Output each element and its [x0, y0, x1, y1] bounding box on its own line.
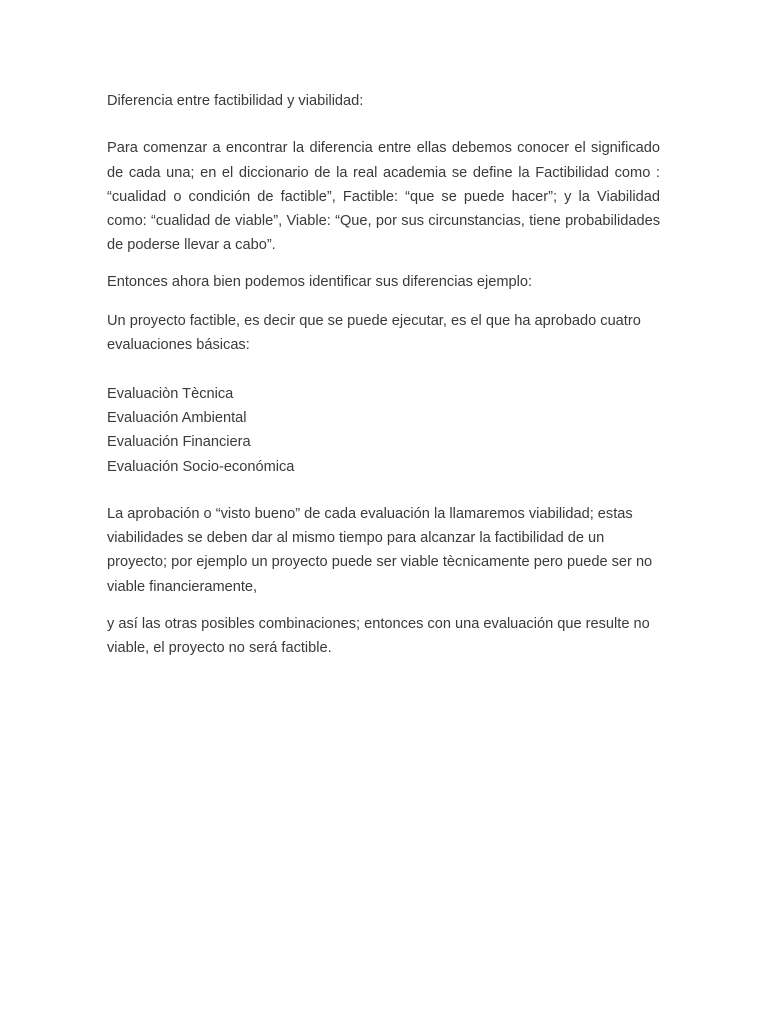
paragraph-feasible-project: Un proyecto factible, es decir que se puede ejecutar, es el que ha aprobado cuatro evaluaciones básicas:	[107, 313, 641, 354]
paragraph-intro-differences: Entonces ahora bien podemos identificar sus diferencias ejemplo:	[107, 273, 533, 290]
paragraph-conclusion: y así las otras posibles combinaciones; entonces con una evaluación que resulte no viable, el proyecto no será factible.	[107, 616, 650, 657]
evaluation-list	[107, 382, 660, 479]
list-item: Evaluación Financiera	[107, 434, 251, 451]
document-body	[107, 89, 660, 661]
list-item: Evaluación Ambiental	[107, 409, 247, 426]
paragraph-definitions: Para comenzar a encontrar la diferencia entre ellas debemos conocer el significado de cada una; en el diccionario de la real academia se define la Factibilidad como : “cualidad o condición de factible”, Factible: “que se puede hacer”; y la Viabilidad como: “cualidad de viable”, Viable: “Que, por sus circunstancias, tiene probabilidades de poderse llevar a cabo”.	[107, 140, 660, 254]
document-title: Diferencia entre factibilidad y viabilidad:	[107, 93, 364, 109]
list-item: Evaluación Socio-económica	[107, 458, 295, 475]
paragraph-approval: La aprobación o “visto bueno” de cada evaluación la llamaremos viabilidad; estas viabilidades se deben dar al mismo tiempo para alcanzar la factibilidad de un proyecto; por ejemplo un proyecto puede ser viable tècnicamente pero puede ser no viable financieramente,	[107, 505, 653, 595]
list-item: Evaluaciòn Tècnica	[107, 385, 234, 402]
